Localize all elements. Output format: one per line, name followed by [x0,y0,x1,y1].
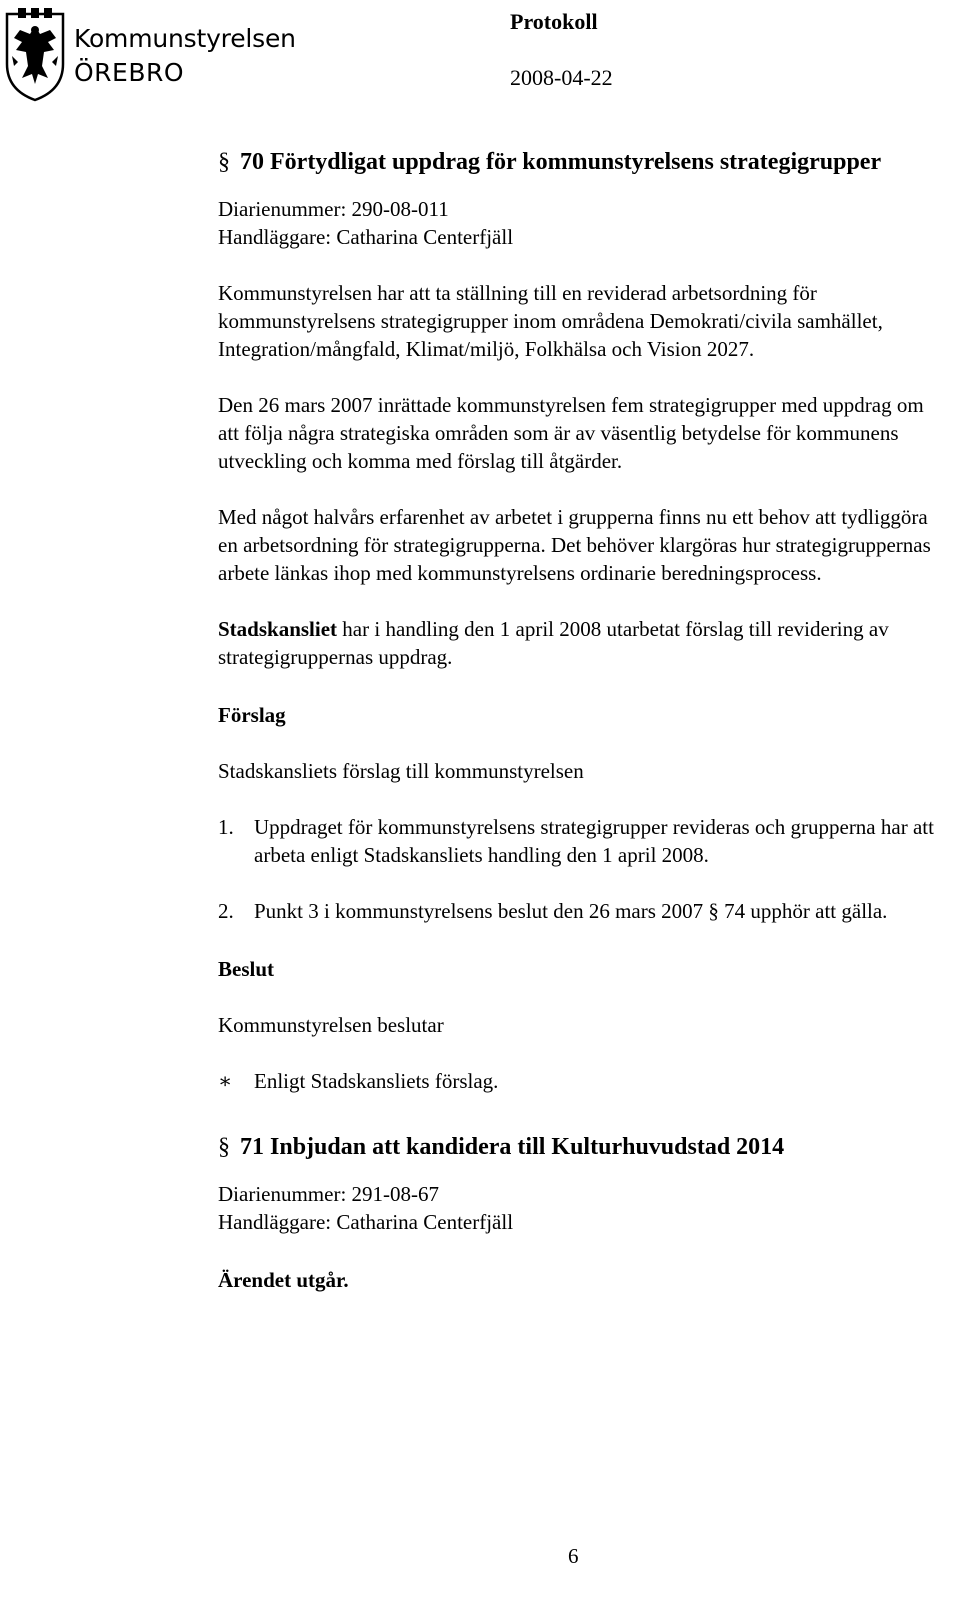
list-marker: 1. [218,815,234,839]
paragraph-2: Den 26 mars 2007 inrättade kommunstyrelsen fem strategigrupper med uppdrag om att följa några strategiska områden som är av väsentlig betydelse för kommunens utveckling och komma med förslag till åtgärder. [218,393,924,473]
handlaggare: Handläggare: Catharina Centerfjäll [218,225,514,249]
handlaggare: Handläggare: Catharina Centerfjäll [218,1210,514,1234]
diarienummer: Diarienummer: 291-08-67 [218,1182,440,1206]
forslag-item-2 [218,897,948,925]
stadskansliet-bold: Stadskansliet [218,617,338,641]
protocol-content [218,146,948,1294]
document-type: Protokoll [510,9,598,34]
list-text: Punkt 3 i kommunstyrelsens beslut den 26 mars 2007 § 74 upphör att gälla. [254,899,888,923]
list-text: Enligt Stadskansliets förslag. [254,1069,499,1093]
section-number: 71 [240,1134,264,1160]
arendet-utgar: Ärendet utgår. [218,1268,349,1292]
document-date: 2008-04-22 [510,65,613,90]
list-marker: 2. [218,899,234,923]
paragraph-4-text: har i handling den 1 april 2008 utarbetat förslag till revidering av strategigruppernas uppdrag. [218,617,889,669]
section-71-heading [218,1131,948,1164]
section-number: 70 [240,149,264,175]
orebro-crest-icon [4,6,66,102]
list-text: Uppdraget för kommunstyrelsens strategigrupper revideras och grupperna har att arbeta enligt Stadskansliets handling den 1 april 2008. [254,815,934,867]
section-70-meta [218,195,948,251]
beslut-heading: Beslut [218,957,275,981]
forslag-item-1 [218,813,948,869]
paragraph-3: Med något halvårs erfarenhet av arbetet i grupperna finns nu ett behov att tydliggöra en arbetsordning för strategigrupperna. Det behöver klargöras hur strategigruppernas arbete länkas ihop med kommunstyrelsens ordinarie beredningsprocess. [218,505,931,585]
page-number: 6 [568,1544,579,1568]
beslut-item-1 [218,1067,948,1095]
section-70-heading [218,146,948,179]
header-logo [4,6,304,102]
asterisk-marker: ∗ [218,1069,233,1093]
section-70 [218,146,948,1095]
diarienummer: Diarienummer: 290-08-011 [218,197,449,221]
section-71-meta [218,1180,948,1236]
section-title: Förtydligat uppdrag för kommunstyrelsens strategigrupper [270,149,882,175]
org-name: Kommunstyrelsen [74,24,296,53]
forslag-intro: Stadskansliets förslag till kommunstyrelsen [218,759,584,783]
paragraph-1: Kommunstyrelsen har att ta ställning till en reviderad arbetsordning för kommunstyrelsens strategigrupper inom områdena Demokrati/civila samhället, Integration/mångfald, Klimat/miljö, Folkhälsa och Vision 2027. [218,281,883,361]
section-title: Inbjudan att kandidera till Kulturhuvudstad 2014 [270,1134,785,1160]
paragraph-sign: § [218,149,230,175]
paragraph-sign: § [218,1134,230,1160]
forslag-heading: Förslag [218,703,286,727]
paragraph-4 [218,615,948,671]
beslut-intro: Kommunstyrelsen beslutar [218,1013,444,1037]
org-city: ÖREBRO [74,58,185,87]
section-71 [218,1131,948,1294]
